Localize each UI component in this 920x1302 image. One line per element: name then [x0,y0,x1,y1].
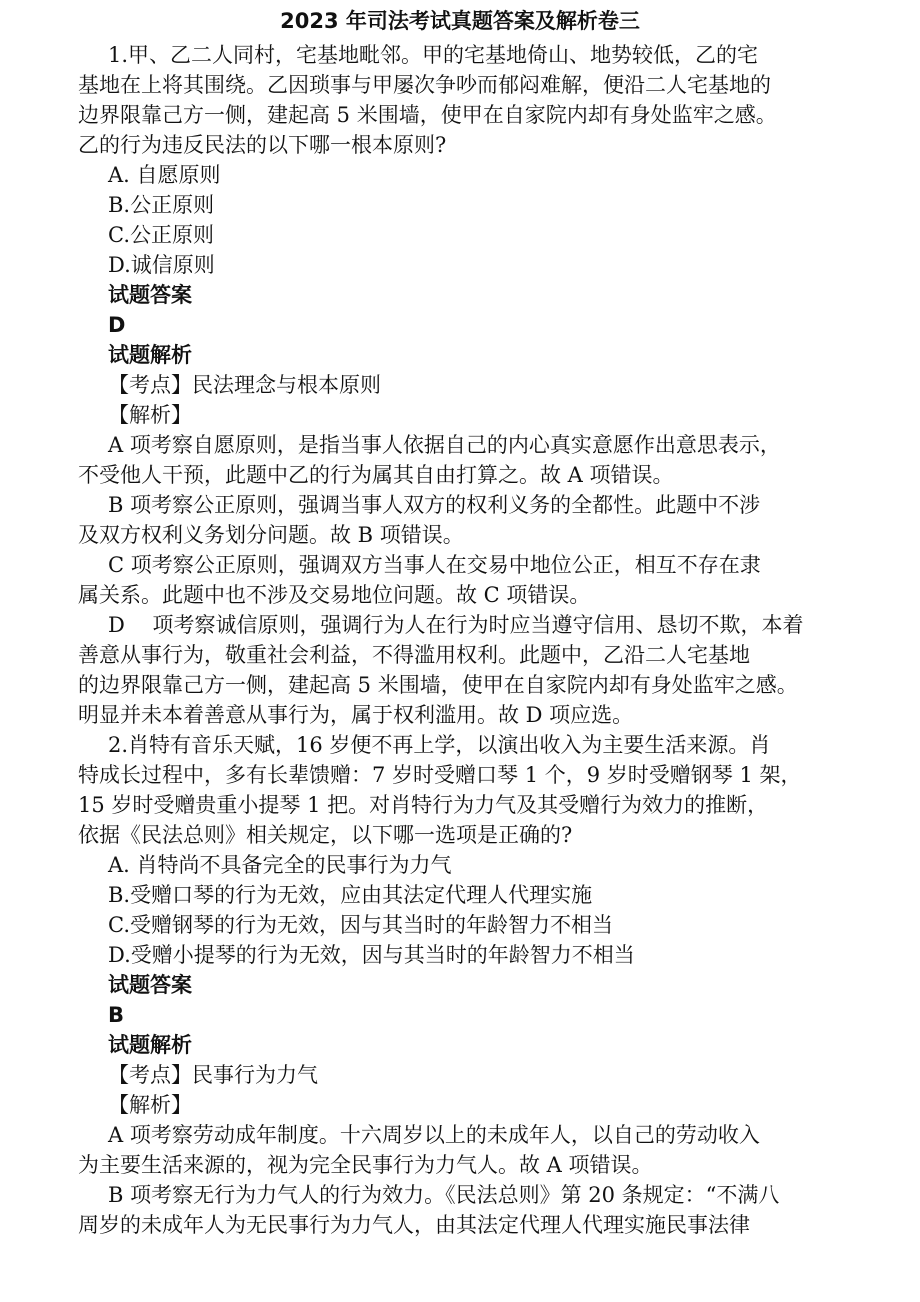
question-1-analysis-line: 明显并未本着善意从事行为，属于权利滥用。故 D 项应选。 [78,703,634,727]
question-1-option-a: A. 自愿原则 [108,163,221,187]
question-2-option-b: B.受赠口琴的行为无效，应由其法定代理人代理实施 [108,883,593,907]
question-2-option-c: C.受赠钢琴的行为无效，因与其当时的年龄智力不相当 [108,913,613,937]
document-title: 2023 年司法考试真题答案及解析卷三 [280,9,640,33]
question-2-stem-line-2: 特成长过程中，多有长辈馈赠：7 岁时受赠口琴 1 个，9 岁时受赠钢琴 1 架， [78,763,802,787]
question-1-stem-line-2: 基地在上将其围绕。乙因琐事与甲屡次争吵而郁闷难解，便沿二人宅基地的 [78,73,771,97]
document-body [78,40,868,1240]
question-2-answer: B [108,1003,125,1027]
question-1-analysis-line: A 项考察自愿原则，是指当事人依据自己的内心真实意愿作出意思表示， [108,433,781,457]
question-2-analysis-line: A 项考察劳动成年制度。十六周岁以上的未成年人，以自己的劳动收入 [108,1123,760,1147]
question-1-option-d: D.诚信原则 [108,253,215,277]
question-1-answer: D [108,313,126,337]
question-1-answer-heading: 试题答案 [108,283,192,307]
question-1-stem-line-4: 乙的行为违反民法的以下哪一根本原则? [78,133,447,157]
question-1-analysis-line: 善意从事行为，敬重社会利益，不得滥用权利。此题中，乙沿二人宅基地 [78,643,750,667]
question-1-analysis-heading: 试题解析 [108,343,192,367]
question-1-analysis-line: 属关系。此题中也不涉及交易地位问题。故 C 项错误。 [78,583,591,607]
question-2-topic: 【考点】民事行为力气 [108,1063,318,1087]
question-1-analysis-line: C 项考察公正原则，强调双方当事人在交易中地位公正，相互不存在隶 [108,553,761,577]
question-2-analysis-line: 周岁的未成年人为无民事行为力气人，由其法定代理人代理实施民事法律 [78,1213,750,1237]
question-1-stem-line-3: 边界限靠己方一侧，建起高 5 米围墙，使甲在自家院内却有身处监牢之感。 [78,103,777,127]
question-1-stem-line-1: 1.甲、乙二人同村，宅基地毗邻。甲的宅基地倚山、地势较低，乙的宅 [108,43,759,67]
question-1-analysis-line: 不受他人干预，此题中乙的行为属其自由打算之。故 A 项错误。 [78,463,674,487]
question-2-option-a: A. 肖特尚不具备完全的民事行为力气 [108,853,452,877]
question-2-answer-heading: 试题答案 [108,973,192,997]
question-2-analysis-label: 【解析】 [108,1093,192,1117]
question-1-analysis-line: B 项考察公正原则，强调当事人双方的权利义务的全都性。此题中不涉 [108,493,761,517]
question-1-option-b: B.公正原则 [108,193,215,217]
question-1-analysis-line: D 项考察诚信原则，强调行为人在行为时应当遵守信用、恳切不欺，本着 [108,613,804,637]
question-1-option-c: C.公正原则 [108,223,214,247]
question-2-stem-line-3: 15 岁时受赠贵重小提琴 1 把。对肖特行为力气及其受赠行为效力的推断， [78,793,769,817]
question-2-stem-line-1: 2.肖特有音乐天赋，16 岁便不再上学，以演出收入为主要生活来源。肖 [108,733,771,757]
question-2-stem-line-4: 依据《民法总则》相关规定，以下哪一选项是正确的? [78,823,573,847]
question-1-analysis-line: 的边界限靠己方一侧，建起高 5 米围墙，使甲在自家院内却有身处监牢之感。 [78,673,798,697]
question-1-analysis-line: 及双方权利义务划分问题。故 B 项错误。 [78,523,464,547]
question-2-analysis-line: B 项考察无行为力气人的行为效力。《民法总则》第 20 条规定：“不满八 [108,1183,780,1207]
question-2-analysis-line: 为主要生活来源的，视为完全民事行为力气人。故 A 项错误。 [78,1153,653,1177]
question-2-option-d: D.受赠小提琴的行为无效，因与其当时的年龄智力不相当 [108,943,635,967]
question-2-analysis-heading: 试题解析 [108,1033,192,1057]
question-1-analysis-label: 【解析】 [108,403,192,427]
question-1-topic: 【考点】民法理念与根本原则 [108,373,381,397]
